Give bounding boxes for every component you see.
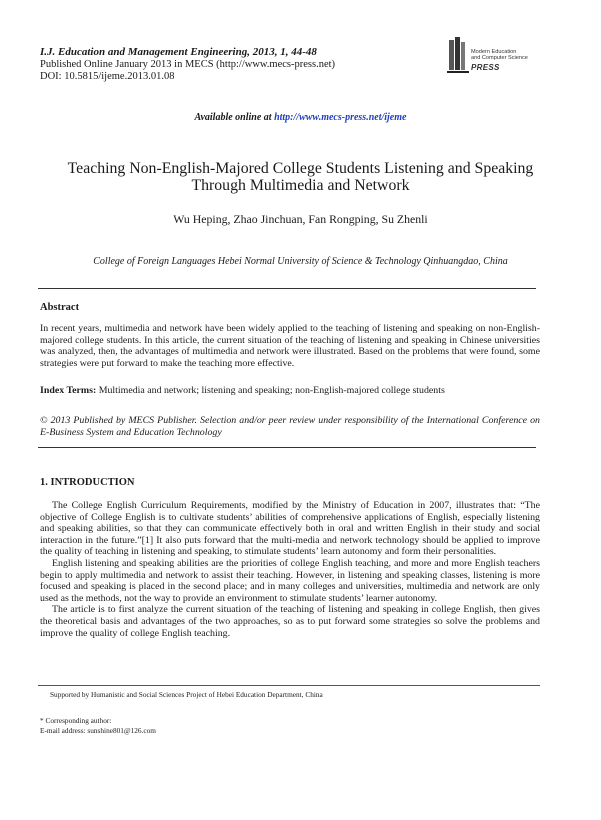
author-email: E-mail address: sunshine801@126.com [40,726,156,735]
paragraph: The article is to first analyze the current situation of the teaching of listening and speaking in college English, then gives the theoretical basis and advantages of the two approaches, so as to put forward some strategies so solve the problems and improve the quality of college English teaching. [40,604,540,639]
publication-info: Published Online January 2013 in MECS (http://www.mecs-press.net) [40,58,336,70]
book-stack-icon [447,34,473,74]
section-divider [38,288,536,289]
journal-citation: I.J. Education and Management Engineering, 2013, 1, 44-48 [40,46,317,58]
introduction-heading: 1. INTRODUCTION [40,477,135,488]
logo-press-wordmark: PRESS [471,63,500,72]
paragraph: The College English Curriculum Requirements, modified by the Ministry of Education in 2007, illustrates that: “The objective of College English is to cultivate students’ abilities of comprehensive applications of English, especially listening and speaking abilities, so that they can communicate effectively both in oral and written English in their study and social interaction in the future.”[1] It also puts forward that the multi-media and network technology should be applied to improve the quality of teaching in listening and speaking, to stimulate students’ learn autonomy and form their personalities. [40,500,540,558]
corresponding-label: * Corresponding author: [40,716,112,725]
mecs-press-logo [447,34,543,78]
journal-header [40,46,335,84]
index-terms-text: Multimedia and network; listening and speaking; non-English-majored college students [96,385,445,396]
index-terms-label: Index Terms: [40,385,97,396]
availability-line [0,112,601,123]
copyright-notice: © 2013 Published by MECS Publisher. Selection and/or peer review under responsibility of the International Conference on E-Business System and Education Technology [40,415,540,438]
paragraph: English listening and speaking abilities are the priorities of college English teaching, and more and more English teachers begin to apply multimedia and network to assist their teaching. However, in listening and speaking classes, listening is more focused and speaking is placed in the second place; and in many colleges and universities, multimedia and network are only used as the methods, not the way to provide an environment to stimulate students’ learner autonomy. [40,557,540,604]
logo-caption: Modern Education and Computer Science [471,49,528,62]
abstract-heading: Abstract [40,302,80,313]
paper-title: Teaching Non-English-Majored College Students Listening and Speaking Through Multimedia and Network [67,160,534,194]
journal-url-link[interactable]: http://www.mecs-press.net/ijeme [274,112,407,123]
funding-footnote: Supported by Humanistic and Social Sciences Project of Hebei Education Department, China [50,690,323,699]
corresponding-author [40,716,156,736]
introduction-body [40,500,540,639]
abstract-text: In recent years, multimedia and network have been widely applied to the teaching of listening and speaking on non-English-majored college students. In this article, the current situation of the teaching of listening and speaking in Chinese universities was analyzed, then, the advantages of multimedia and network were illustrated. Based on the problems that were found, some strategies were put forward to make the teaching more effective. [40,323,540,369]
author-list: Wu Heping, Zhao Jinchuan, Fan Rongping, Su Zhenli [173,212,428,226]
availability-prefix: Available online at [194,112,275,123]
section-divider [38,447,536,448]
footnote-divider [38,685,540,686]
index-terms [40,385,540,397]
affiliation: College of Foreign Languages Hebei Normal University of Science & Technology Qinhuangdao, China [93,256,508,267]
doi: DOI: 10.5815/ijeme.2013.01.08 [40,71,175,82]
